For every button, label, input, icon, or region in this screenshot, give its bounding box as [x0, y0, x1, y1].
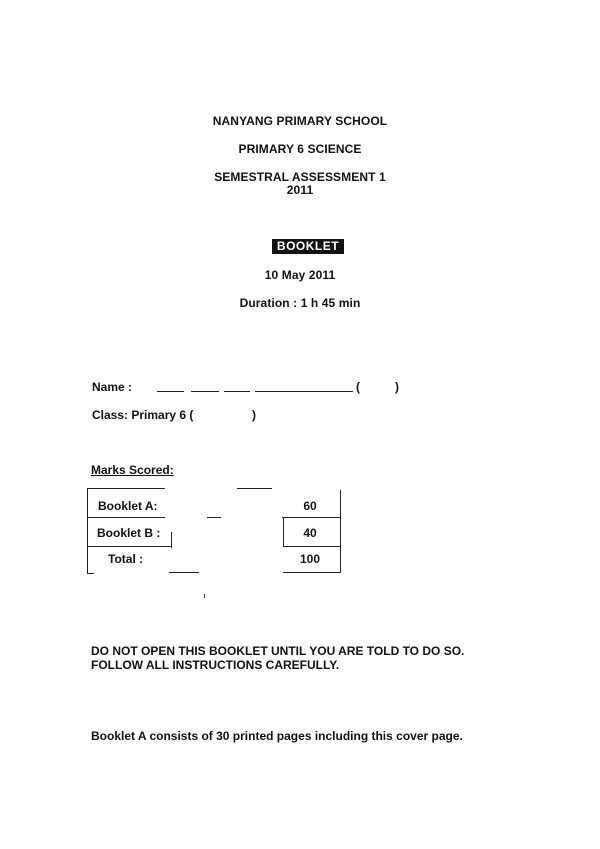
scan-mark	[204, 594, 205, 598]
exam-duration: Duration : 1 h 45 min	[239, 296, 361, 310]
exam-date: 10 May 2011	[264, 268, 336, 282]
assessment-year: 2011	[286, 183, 314, 197]
name-index-close: )	[395, 380, 399, 394]
school-name: NANYANG PRIMARY SCHOOL	[212, 114, 388, 128]
booklet-label: BOOKLET A	[272, 239, 344, 254]
instruction-line-2: FOLLOW ALL INSTRUCTIONS CAREFULLY.	[91, 658, 340, 672]
name-label: Name :	[92, 380, 133, 394]
assessment-title: SEMESTRAL ASSESSMENT 1	[214, 170, 386, 184]
booklet-b-label: Booklet B :	[97, 526, 161, 540]
subject-title: PRIMARY 6 SCIENCE	[238, 142, 362, 156]
name-index-open: (	[356, 380, 360, 394]
class-label: Class: Primary 6 (	[92, 408, 194, 422]
marks-table	[87, 488, 341, 574]
class-close: )	[252, 408, 256, 422]
booklet-b-marks: 40	[303, 526, 317, 540]
page-count-note: Booklet A consists of 30 printed pages including this cover page.	[91, 729, 463, 743]
booklet-a-marks: 60	[303, 499, 317, 513]
booklet-a-label: Booklet A:	[98, 499, 158, 513]
instruction-line-1: DO NOT OPEN THIS BOOKLET UNTIL YOU ARE TOLD TO DO SO.	[91, 644, 465, 658]
total-marks: 100	[299, 552, 321, 566]
total-label: Total :	[108, 552, 144, 566]
marks-heading: Marks Scored:	[91, 463, 174, 477]
